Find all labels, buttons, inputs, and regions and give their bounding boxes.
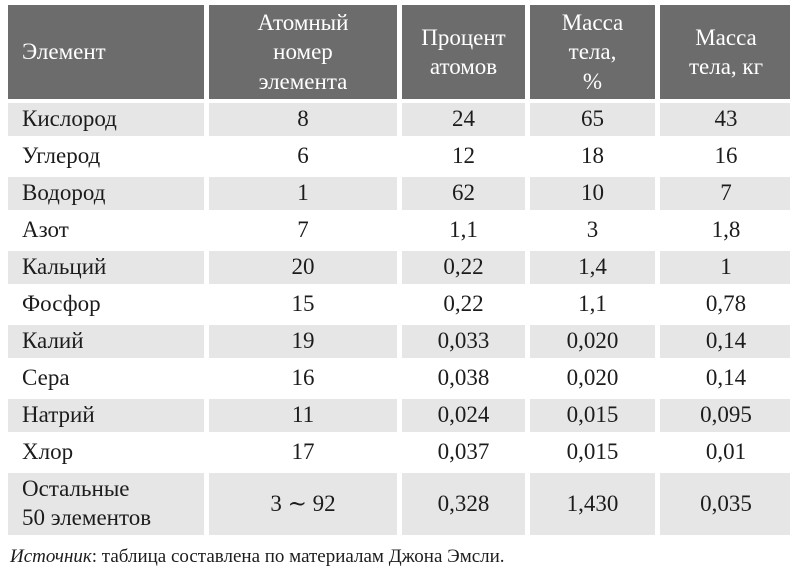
cell-atom-percent: 1,1	[402, 214, 525, 247]
cell-atomic-number: 8	[209, 103, 397, 136]
source-note	[10, 546, 787, 568]
cell-body-mass-percent: 18	[530, 140, 655, 173]
cell-atomic-number: 19	[209, 325, 397, 358]
cell-atom-percent: 12	[402, 140, 525, 173]
cell-element: Кислород	[8, 103, 204, 136]
source-text: : таблица составлена по материалам Джона Эмсли.	[91, 546, 505, 567]
cell-element: Водород	[8, 177, 204, 210]
cell-atomic-number: 7	[209, 214, 397, 247]
cell-body-mass-kg: 7	[660, 177, 790, 210]
header-row	[8, 5, 790, 99]
source-label: Источник	[10, 546, 92, 567]
cell-element: Азот	[8, 214, 204, 247]
cell-atom-percent: 0,038	[402, 362, 525, 395]
cell-body-mass-percent: 1,430	[530, 473, 655, 535]
cell-atom-percent: 0,22	[402, 251, 525, 284]
cell-body-mass-kg: 0,14	[660, 362, 790, 395]
cell-atom-percent: 0,024	[402, 399, 525, 432]
cell-body-mass-kg: 0,14	[660, 325, 790, 358]
cell-body-mass-percent: 0,020	[530, 325, 655, 358]
cell-atom-percent: 62	[402, 177, 525, 210]
cell-atomic-number: 20	[209, 251, 397, 284]
cell-body-mass-percent: 10	[530, 177, 655, 210]
cell-atomic-number: 17	[209, 436, 397, 469]
column-header-atomic-number: Атомный номер элемента	[209, 5, 397, 99]
cell-element: Углерод	[8, 140, 204, 173]
cell-element: Натрий	[8, 399, 204, 432]
column-header-body-mass-kg: Масса тела, кг	[660, 5, 790, 99]
cell-body-mass-kg: 16	[660, 140, 790, 173]
cell-atom-percent: 24	[402, 103, 525, 136]
table-row	[8, 362, 790, 395]
column-header-atom-percent: Процент атомов	[402, 5, 525, 99]
cell-element: Остальные 50 элементов	[8, 473, 204, 535]
table-row	[8, 288, 790, 321]
cell-body-mass-percent: 0,020	[530, 362, 655, 395]
cell-atom-percent: 0,033	[402, 325, 525, 358]
cell-atom-percent: 0,22	[402, 288, 525, 321]
cell-body-mass-percent: 3	[530, 214, 655, 247]
table-row	[8, 325, 790, 358]
cell-body-mass-percent: 1,4	[530, 251, 655, 284]
cell-element: Хлор	[8, 436, 204, 469]
cell-atomic-number: 1	[209, 177, 397, 210]
cell-body-mass-kg: 0,01	[660, 436, 790, 469]
cell-atom-percent: 0,328	[402, 473, 525, 535]
cell-atomic-number: 15	[209, 288, 397, 321]
cell-atomic-number: 11	[209, 399, 397, 432]
cell-element: Калий	[8, 325, 204, 358]
cell-atom-percent: 0,037	[402, 436, 525, 469]
cell-body-mass-percent: 65	[530, 103, 655, 136]
table-row	[8, 214, 790, 247]
cell-body-mass-kg: 0,095	[660, 399, 790, 432]
cell-body-mass-percent: 1,1	[530, 288, 655, 321]
cell-body-mass-percent: 0,015	[530, 399, 655, 432]
cell-body-mass-kg: 1,8	[660, 214, 790, 247]
elements-table	[3, 1, 790, 539]
table-row	[8, 140, 790, 173]
table-row	[8, 436, 790, 469]
table-row	[8, 177, 790, 210]
cell-atomic-number: 6	[209, 140, 397, 173]
cell-body-mass-percent: 0,015	[530, 436, 655, 469]
cell-element: Сера	[8, 362, 204, 395]
cell-body-mass-kg: 1	[660, 251, 790, 284]
cell-body-mass-kg: 43	[660, 103, 790, 136]
cell-element: Фосфор	[8, 288, 204, 321]
column-header-element: Элемент	[8, 5, 204, 99]
cell-element: Кальций	[8, 251, 204, 284]
cell-body-mass-kg: 0,78	[660, 288, 790, 321]
table-row	[8, 473, 790, 535]
cell-atomic-number: 3 ∼ 92	[209, 473, 397, 535]
table-row	[8, 103, 790, 136]
column-header-body-mass-percent: Масса тела, %	[530, 5, 655, 99]
table-row	[8, 399, 790, 432]
table-row	[8, 251, 790, 284]
cell-atomic-number: 16	[209, 362, 397, 395]
cell-body-mass-kg: 0,035	[660, 473, 790, 535]
